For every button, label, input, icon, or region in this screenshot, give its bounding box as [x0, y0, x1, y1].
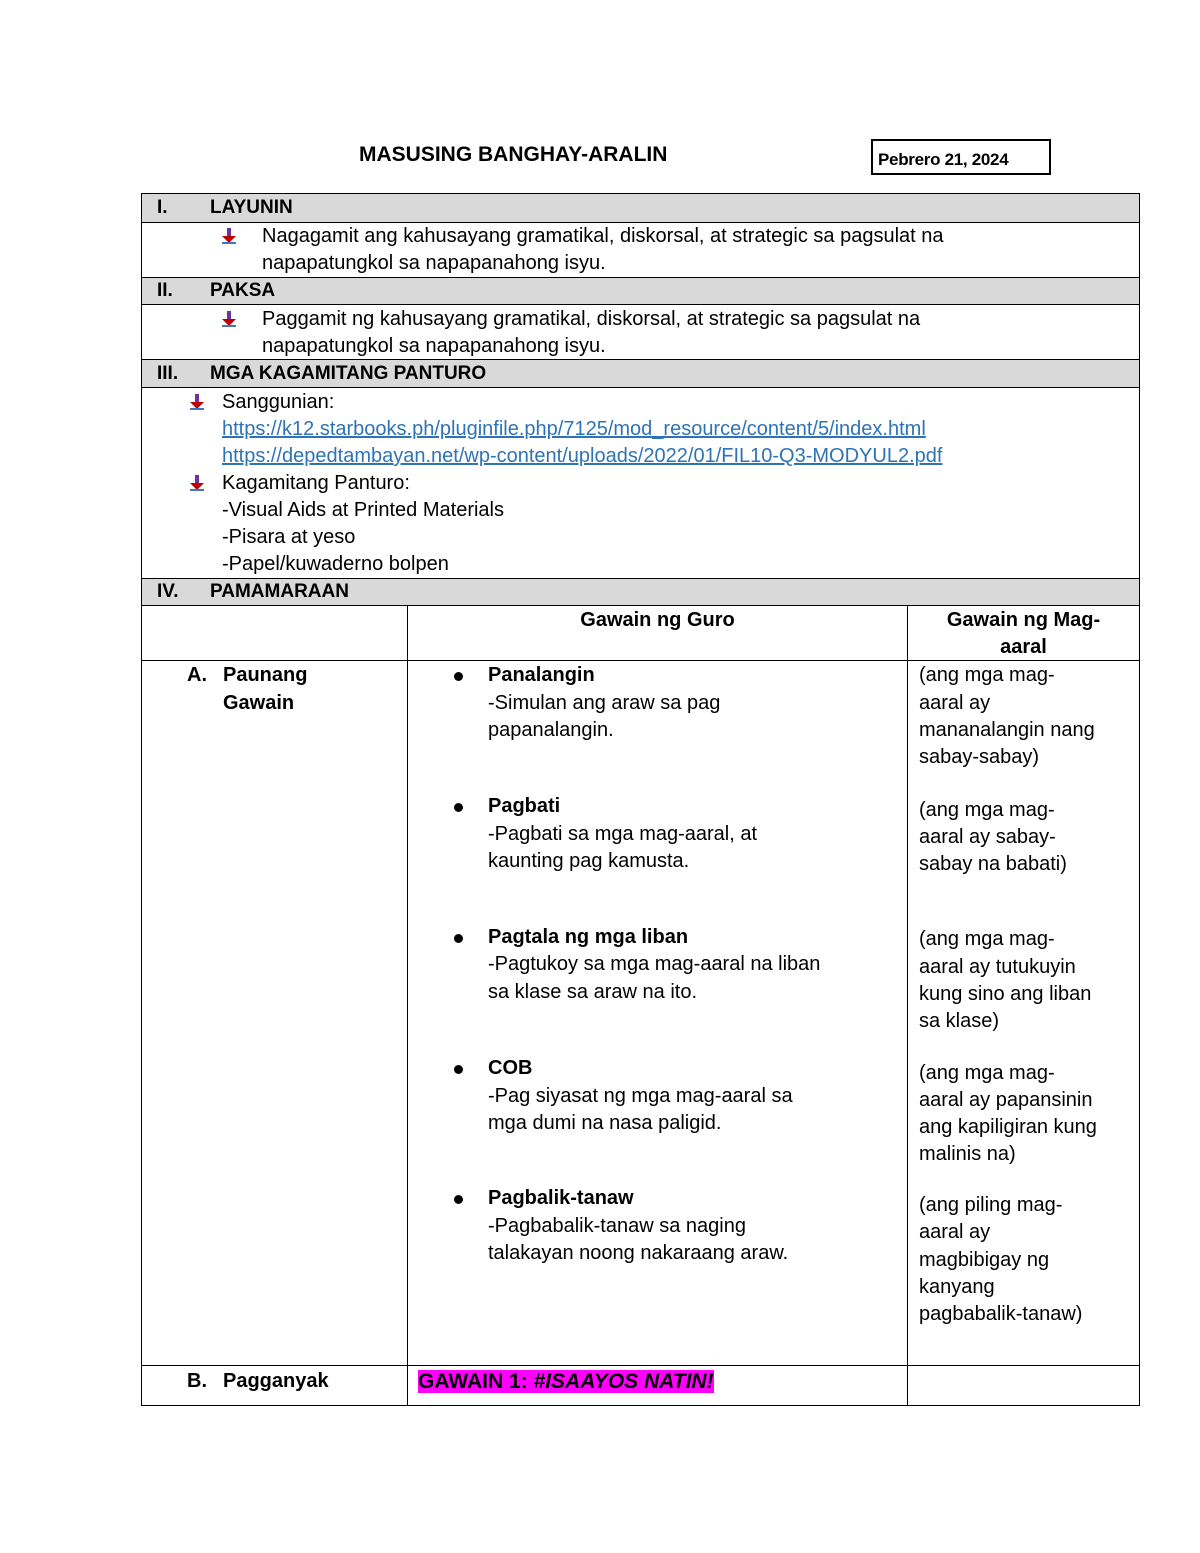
student-response: kanyang [919, 1276, 995, 1298]
layunin-text-line1: Nagagamit ang kahusayang gramatikal, diskorsal, at strategic sa pagsulat na [262, 225, 944, 247]
section-label: LAYUNIN [210, 197, 293, 218]
student-response: sabay na babati) [919, 853, 1067, 875]
student-response: sa klase) [919, 1010, 1000, 1032]
student-response: ang kapiligiran kung [919, 1116, 1097, 1138]
gawain-prefix: GAWAIN 1: [418, 1370, 534, 1393]
section-label: PAMAMARAAN [210, 581, 349, 602]
student-response: kung sino ang liban [919, 983, 1092, 1005]
student-response: sabay-sabay) [919, 746, 1040, 768]
student-response: aaral ay [919, 692, 991, 714]
activity-desc: -Pagbabalik-tanaw sa naging [488, 1215, 746, 1237]
student-response: pagbabalik-tanaw) [919, 1303, 1083, 1325]
student-response: magbibigay ng [919, 1249, 1050, 1271]
layunin-text-line2: napapatungkol sa napapanahong isyu. [262, 252, 606, 274]
column-header-guro: Gawain ng Guro [580, 609, 735, 631]
student-response: (ang mga mag- [919, 928, 1055, 950]
sanggunian-label: Sanggunian: [222, 391, 335, 413]
activity-desc: papanalangin. [488, 719, 614, 741]
activity-desc: -Pagbati sa mga mag-aaral, at [488, 823, 758, 845]
bullet-icon [454, 1065, 463, 1074]
part-b-label: Pagganyak [223, 1370, 329, 1392]
arrow-bullet-icon [222, 228, 236, 244]
arrow-bullet-icon [222, 311, 236, 327]
document-title: MASUSING BANGHAY-ARALIN [359, 143, 668, 166]
section-label: MGA KAGAMITANG PANTURO [210, 363, 487, 384]
activity-title: COB [488, 1057, 533, 1079]
bullet-icon [454, 803, 463, 812]
part-b-letter: B. [187, 1370, 207, 1392]
activity-desc: mga dumi na nasa paligid. [488, 1112, 722, 1134]
gawain-title: #ISAAYOS NATIN! [533, 1370, 714, 1393]
student-response: (ang piling mag- [919, 1194, 1063, 1216]
bullet-icon [454, 934, 463, 943]
student-response: (ang mga mag- [919, 664, 1055, 686]
paksa-text-line2: napapatungkol sa napapanahong isyu. [262, 335, 606, 357]
part-a-label-line2: Gawain [223, 692, 295, 714]
student-response: malinis na) [919, 1143, 1016, 1165]
activity-desc: -Pagtukoy sa mga mag-aaral na liban [488, 953, 821, 975]
section-number: III. [157, 363, 179, 384]
column-header-mag-aaral-line2: aaral [1000, 636, 1047, 658]
section-number: II. [157, 280, 173, 301]
student-response: mananalangin nang [919, 719, 1095, 741]
material-item: -Pisara at yeso [222, 526, 356, 548]
lesson-plan-table [141, 193, 1140, 1406]
kagamitang-label: Kagamitang Panturo: [222, 472, 410, 494]
activity-title: Pagbalik-tanaw [488, 1187, 634, 1209]
student-response: aaral ay [919, 1221, 991, 1243]
activity-desc: -Pag siyasat ng mga mag-aaral sa [488, 1085, 793, 1107]
reference-link-1[interactable]: https://k12.starbooks.ph/pluginfile.php/7125/mod_resource/content/5/index.html [222, 418, 926, 440]
activity-desc: -Simulan ang araw sa pag [488, 692, 721, 714]
arrow-bullet-icon [190, 475, 204, 491]
gawain-1-highlight [418, 1368, 714, 1396]
column-header-mag-aaral-line1: Gawain ng Mag- [946, 609, 1101, 631]
paksa-text-line1: Paggamit ng kahusayang gramatikal, diskorsal, at strategic sa pagsulat na [262, 308, 921, 330]
arrow-bullet-icon [190, 394, 204, 410]
part-a-label-line1: Paunang [223, 664, 308, 686]
activity-title: Panalangin [488, 664, 595, 686]
student-response: (ang mga mag- [919, 799, 1055, 821]
student-response: aaral ay papansinin [919, 1089, 1093, 1111]
material-item: -Visual Aids at Printed Materials [222, 499, 504, 521]
activity-desc: kaunting pag kamusta. [488, 850, 690, 872]
reference-link-2[interactable]: https://depedtambayan.net/wp-content/uploads/2022/01/FIL10-Q3-MODYUL2.pdf [222, 445, 943, 467]
section-header-bg [141, 277, 1140, 304]
student-response: (ang mga mag- [919, 1062, 1055, 1084]
student-response: aaral ay tutukuyin [919, 956, 1076, 978]
date-box: Pebrero 21, 2024 [871, 139, 1051, 175]
bullet-icon [454, 672, 463, 681]
material-item: -Papel/kuwaderno bolpen [222, 553, 449, 575]
section-label: PAKSA [210, 280, 276, 301]
activity-title: Pagbati [488, 795, 561, 817]
section-number: I. [157, 197, 168, 218]
activity-title: Pagtala ng mga liban [488, 926, 689, 948]
activity-desc: sa klase sa araw na ito. [488, 981, 697, 1003]
part-a-letter: A. [187, 664, 207, 686]
student-response: aaral ay sabay- [919, 826, 1056, 848]
bullet-icon [454, 1195, 463, 1204]
section-number: IV. [157, 581, 179, 602]
activity-desc: talakayan noong nakaraang araw. [488, 1242, 789, 1264]
